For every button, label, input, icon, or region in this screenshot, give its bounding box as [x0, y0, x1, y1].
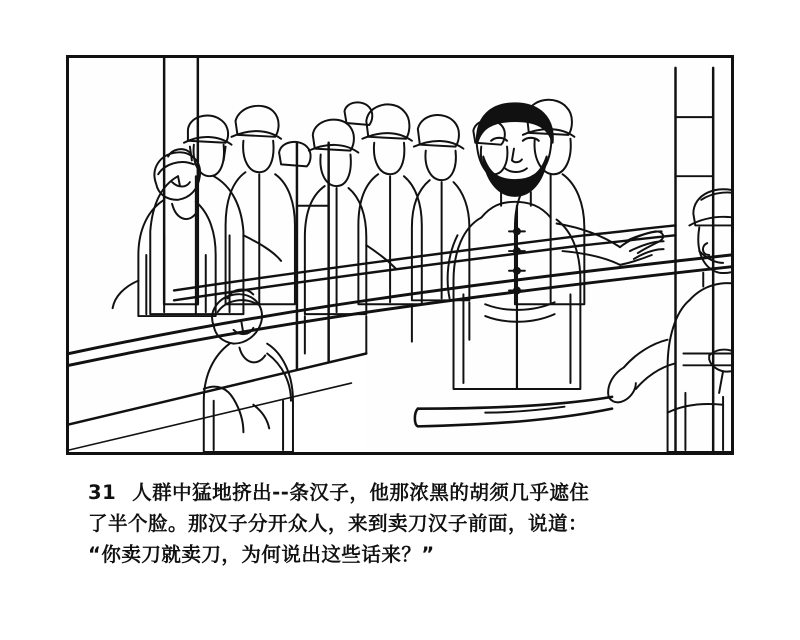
- caption-block: [88, 478, 718, 570]
- comic-panel: [66, 55, 734, 455]
- caption-line-3: “你卖刀就卖刀，为何说出这些话来？”: [88, 542, 435, 566]
- caption-line-1: [88, 478, 718, 509]
- caption-number: 31: [88, 481, 117, 504]
- caption-text-1: 人群中猛地挤出--条汉子，他那浓黑的胡须几乎遮住: [132, 481, 590, 504]
- panel-artwork: [69, 58, 731, 452]
- caption-line-2: 了半个脸。那汉子分开众人，来到卖刀汉子前面，说道：: [88, 511, 589, 535]
